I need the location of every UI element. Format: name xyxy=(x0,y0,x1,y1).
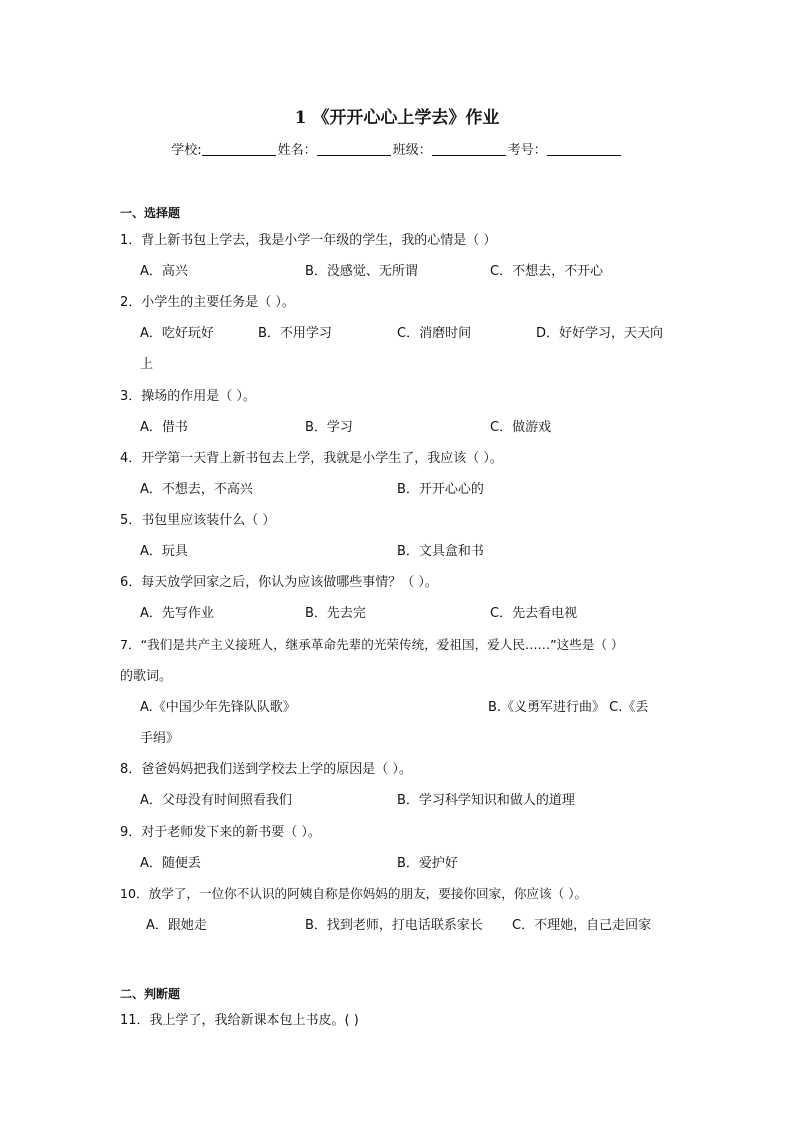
q2-option-a: A．吃好玩好 xyxy=(140,326,214,341)
q7-option-c-wrap: 手绢》 xyxy=(140,731,180,746)
question-2: 2．小学生的主要任务是（ ）。 xyxy=(120,295,295,310)
question-1: 1．背上新书包上学去，我是小学一年级的学生，我的心情是（ ） xyxy=(120,233,497,248)
q7-option-b-c: B.《义勇军进行曲》 C.《丢 xyxy=(488,700,649,715)
q3-option-a: A．借书 xyxy=(140,420,188,435)
q9-option-a: A．随便丢 xyxy=(140,856,201,871)
question-10: 10．放学了，一位你不认识的阿姨自称是你妈妈的朋友，要接你回家，你应该（ ）。 xyxy=(120,886,588,901)
q10-option-c: C．不理她，自己走回家 xyxy=(512,918,652,933)
question-5: 5．书包里应该装什么（ ） xyxy=(120,513,276,528)
question-11: 11．我上学了，我给新课本包上书皮。( ) xyxy=(120,1013,359,1028)
name-label: 姓名： xyxy=(277,143,317,158)
q2-option-b: B．不用学习 xyxy=(258,326,332,341)
school-label: 学校: xyxy=(171,143,202,158)
question-7: 7．“我们是共产主义接班人，继承革命先辈的光荣传统，爱祖国，爱人民……”这些是（ ） xyxy=(120,637,624,652)
page-title: 1 《开开心心上学去》作业 xyxy=(294,108,500,128)
q1-option-c: C．不想去，不开心 xyxy=(490,264,604,279)
question-9: 9．对于老师发下来的新书要（ ）。 xyxy=(120,825,321,840)
q6-option-c: C．先去看电视 xyxy=(490,606,578,621)
q4-option-b: B．开开心心的 xyxy=(397,482,484,497)
q10-option-b: B．找到老师，打电话联系家长 xyxy=(305,918,483,933)
q2-option-d: D．好好学习，天天向 xyxy=(536,326,664,341)
q6-option-a: A．先写作业 xyxy=(140,606,214,621)
q6-option-b: B．先去完 xyxy=(305,606,366,621)
school-blank[interactable] xyxy=(202,142,276,156)
question-6: 6．每天放学回家之后，你认为应该做哪些事情？（ ）。 xyxy=(120,575,438,590)
q8-option-b: B．学习科学知识和做人的道理 xyxy=(397,793,575,808)
q1-option-a: A．高兴 xyxy=(140,264,188,279)
section-heading-choice: 一、选择题 xyxy=(120,206,181,220)
question-4: 4．开学第一天背上新书包去上学，我就是小学生了，我应该（ ）。 xyxy=(120,451,503,466)
q4-option-a: A．不想去，不高兴 xyxy=(140,482,253,497)
student-info-row xyxy=(0,139,794,158)
q5-option-a: A．玩具 xyxy=(140,544,188,559)
q1-option-b: B．没感觉、无所谓 xyxy=(305,264,418,279)
q5-option-b: B．文具盒和书 xyxy=(397,544,484,559)
class-blank[interactable] xyxy=(432,142,506,156)
exam-number-blank[interactable] xyxy=(547,142,621,156)
q3-option-c: C．做游戏 xyxy=(490,420,552,435)
q2-option-d-wrap: 上 xyxy=(140,357,154,372)
question-7-continued: 的歌词。 xyxy=(120,669,173,684)
question-3: 3．操场的作用是（ ）。 xyxy=(120,389,256,404)
q8-option-a: A．父母没有时间照看我们 xyxy=(140,793,292,808)
exam-number-label: 考号： xyxy=(507,143,547,158)
section-heading-judgement: 二、判断题 xyxy=(120,987,181,1001)
name-blank[interactable] xyxy=(317,142,391,156)
q7-option-a: A.《中国少年先锋队队歌》 xyxy=(140,700,296,715)
q9-option-b: B．爱护好 xyxy=(397,856,458,871)
class-label: 班级： xyxy=(392,143,432,158)
question-8: 8．爸爸妈妈把我们送到学校去上学的原因是（ ）。 xyxy=(120,762,412,777)
q3-option-b: B．学习 xyxy=(305,420,353,435)
q10-option-a: A．跟她走 xyxy=(146,918,207,933)
q2-option-c: C．消磨时间 xyxy=(397,326,472,341)
